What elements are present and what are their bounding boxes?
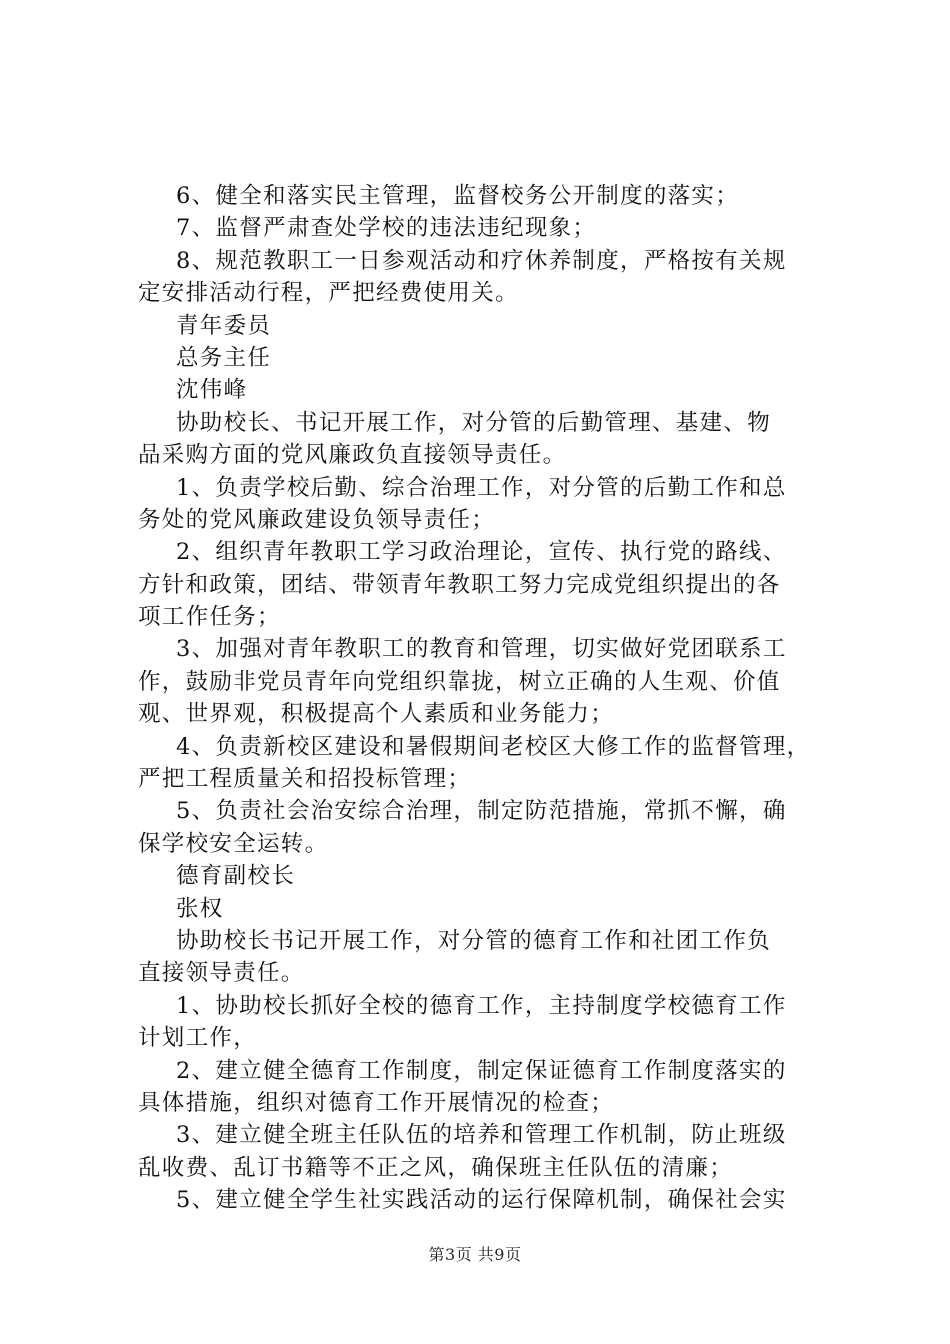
paragraph-line: 德育副校长: [176, 863, 296, 890]
paragraph-line: 2、组织青年教职工学习政治理论，宣传、执行党的路线、: [176, 539, 787, 566]
paragraph-line: 2、建立健全德育工作制度，制定保证德育工作制度落实的: [176, 1057, 787, 1084]
paragraph-line: 5、建立健全学生社实践活动的运行保障机制，确保社会实: [176, 1187, 787, 1214]
paragraph-line: 直接领导责任。: [138, 960, 305, 987]
paragraph-line: 乱收费、乱订书籍等不正之风，确保班主任队伍的清廉；: [138, 1154, 734, 1181]
paragraph-line: 项工作任务；: [138, 604, 281, 631]
paragraph-line: 务处的党风廉政建设负领导责任；: [138, 506, 496, 533]
paragraph-line: 观、世界观，积极提高个人素质和业务能力；: [138, 701, 615, 728]
paragraph-line: 1、协助校长抓好全校的德育工作，主持制度学校德育工作: [176, 992, 787, 1019]
paragraph-line: 沈伟峰: [176, 377, 248, 404]
paragraph-line: 1、负责学校后勤、综合治理工作，对分管的后勤工作和总: [176, 474, 787, 501]
paragraph-line: 7、监督严肃查处学校的违法违纪现象；: [176, 215, 597, 242]
paragraph-line: 5、负责社会治安综合治理，制定防范措施，常抓不懈，确: [176, 798, 787, 825]
paragraph-line: 3、加强对青年教职工的教育和管理，切实做好党团联系工: [176, 636, 787, 663]
paragraph-line: 8、规范教职工一日参观活动和疗休养制度，严格按有关规: [176, 247, 787, 274]
paragraph-line: 定安排活动行程，严把经费使用关。: [138, 280, 519, 307]
paragraph-line: 保学校安全运转。: [138, 830, 329, 857]
paragraph-line: 作，鼓励非党员青年向党组织靠拢，树立正确的人生观、价值: [138, 668, 781, 695]
paragraph-line: 总务主任: [176, 344, 272, 371]
page-footer: 第3页 共9页: [428, 1245, 522, 1264]
paragraph-line: 协助校长、书记开展工作，对分管的后勤管理、基建、物: [176, 409, 772, 436]
paragraph-line: 张权: [176, 895, 224, 922]
paragraph-line: 品采购方面的党风廉政负直接领导责任。: [138, 442, 567, 469]
paragraph-line: 具体措施，组织对德育工作开展情况的检查；: [138, 1089, 615, 1116]
paragraph-line: 协助校长书记开展工作，对分管的德育工作和社团工作负: [176, 927, 772, 954]
paragraph-line: 3、建立健全班主任队伍的培养和管理工作机制，防止班级: [176, 1122, 787, 1149]
paragraph-line: 青年委员: [176, 312, 272, 339]
paragraph-line: 严把工程质量关和招投标管理；: [138, 766, 472, 793]
document-body: [138, 180, 838, 1217]
paragraph-line: 计划工作，: [138, 1025, 258, 1052]
paragraph-line: 4、负责新校区建设和暑假期间老校区大修工作的监督管理，: [176, 733, 811, 760]
paragraph-line: 6、健全和落实民主管理，监督校务公开制度的落实；: [176, 183, 740, 209]
paragraph-line: 方针和政策，团结、带领青年教职工努力完成党组织提出的各: [138, 571, 781, 598]
